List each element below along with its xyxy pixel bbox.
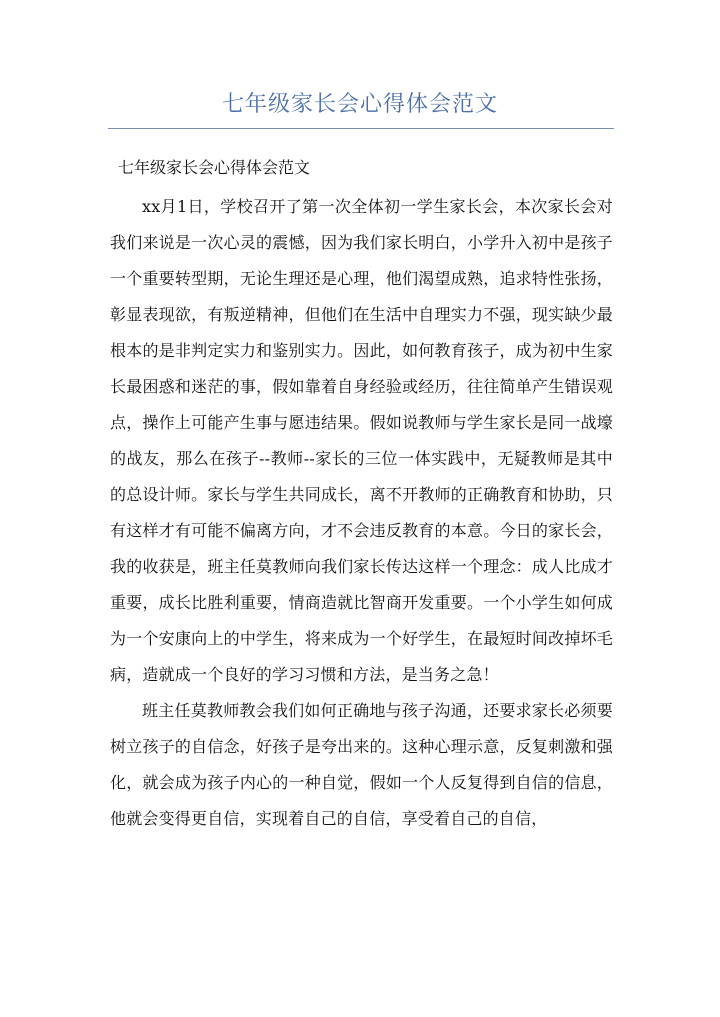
title-divider xyxy=(108,128,614,129)
paragraph: xx月1日，学校召开了第一次全体初一学生家长会，本次家长会对我们来说是一次心灵的震憾，因为我们家长明白，小学升入初中是孩子一个重要转型期，无论生理还是心理，他们渴望成熟，追求特性张扬，彰显表现欲，有叛逆精神，但他们在生活中自理实力不强，现实缺少最根本的是非判定实力和鉴别实力。因此，如何教育孩子，成为初中生家长最困惑和迷茫的事，假如靠着自身经验或经历，往往简单产生错误观点，操作上可能产生事与愿违结果。假如说教师与学生家长是同一战壕的战友，那么在孩子--教师--家长的三位一体实践中，无疑教师是其中的总设计师。家长与学生共同成长，离不开教师的正确教育和协助，只有这样才有可能不偏离方向，才不会违反教育的本意。今日的家长会，我的收获是，班主任莫教师向我们家长传达这样一个理念：成人比成才重要，成长比胜利重要，情商造就比智商开发重要。一个小学生如何成为一个安康向上的中学生，将来成为一个好学生，在最短时间改掉坏毛病，造就成一个良好的学习习惯和方法，是当务之急！ xyxy=(110,197,613,684)
page-title: 七年级家长会心得体会范文 xyxy=(221,92,498,117)
paragraph: 班主任莫教师教会我们如何正确地与孩子沟通，还要求家长必须要树立孩子的自信念，好孩子是夸出来的。这种心理示意，反复刺激和强化，就会成为孩子内心的一种自觉，假如一个人反复得到自信的信息，他就会变得更自信，实现着自己的自信，享受着自己的自信， xyxy=(110,701,613,828)
document-body xyxy=(110,189,613,837)
document-subtitle: 七年级家长会心得体会范文 xyxy=(118,158,311,177)
